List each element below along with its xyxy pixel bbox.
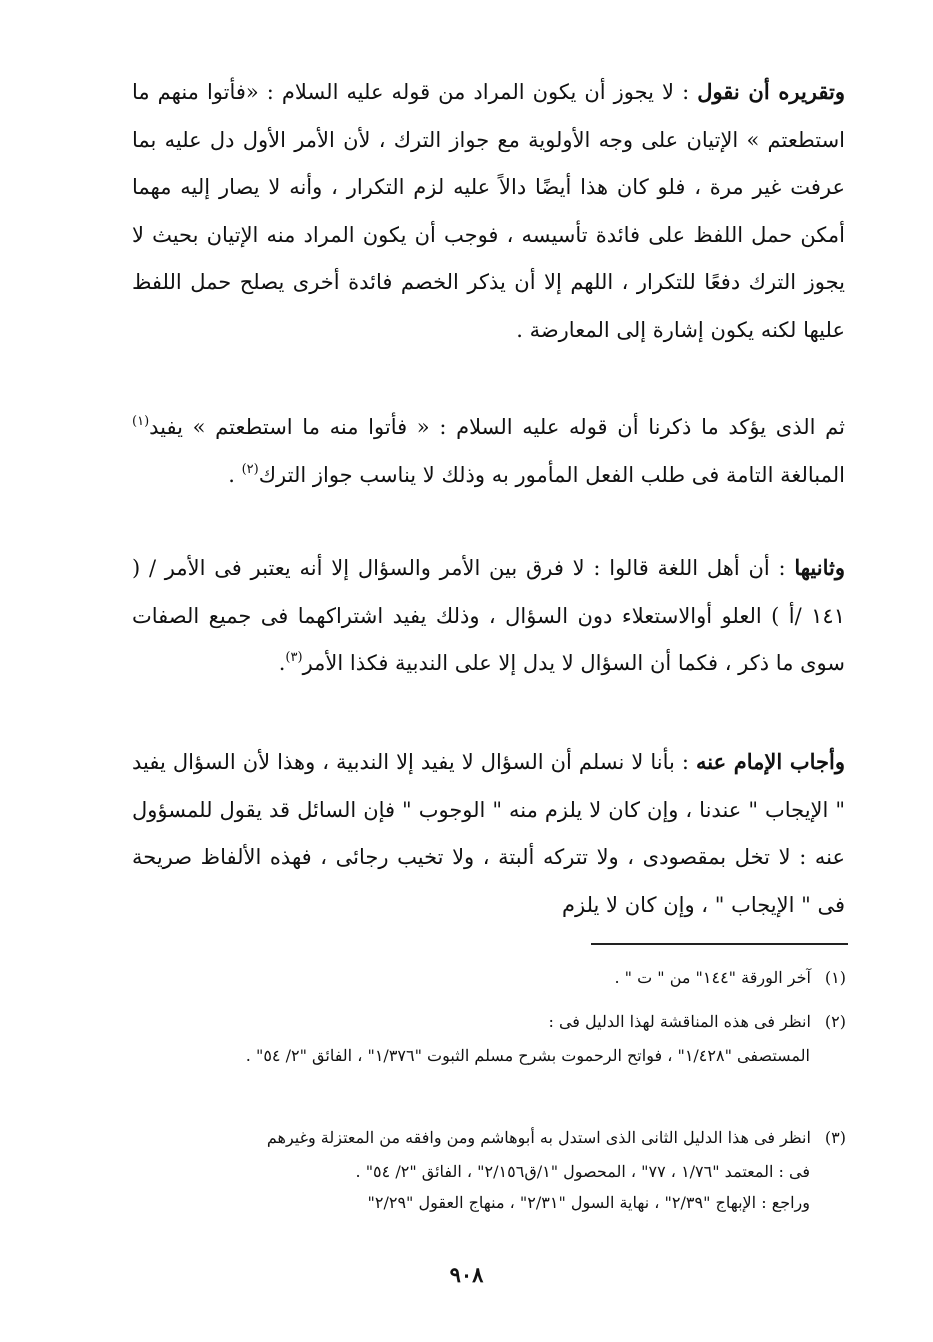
paragraph-3-text-a: : أن أهل اللغة قالوا : لا فرق بين الأمر والسؤال إلا أنه يعتبر فى الأمر / ( ١٤١ /أ ) العلو أوالاستعلاء دون السؤال ، وذلك يفيد اشتراكهما فى جميع الصفات سوى ما ذكر ، فكما أن السؤال لا يدل إلا على الندبية فكذا الأمر <box>132 556 845 675</box>
footnote-3 <box>140 1122 846 1153</box>
paragraph-4-lead: وأجاب الإمام عنه <box>695 749 845 774</box>
footnote-3-references-2: وراجع : الإبهاج "٢/٣٩" ، نهاية السول "٢/٣١" ، منهاج العقول "٢/٢٩" <box>367 1193 810 1212</box>
footnote-1-text: آخر الورقة "١٤٤" من " ت " . <box>614 968 811 987</box>
footnote-3-number: (٣) <box>824 1128 846 1147</box>
footnote-3-text: انظر فى هذا الدليل الثانى الذى استدل به أبوهاشم ومن وافقه من المعتزلة وغيرهم <box>266 1128 811 1147</box>
paragraph-2 <box>132 404 845 499</box>
paragraph-3-text-b: . <box>278 651 286 675</box>
paragraph-4 <box>132 738 845 929</box>
footnote-2-continuation <box>140 1040 846 1071</box>
footnote-1-number: (١) <box>824 968 846 987</box>
footnote-2-number: (٢) <box>824 1012 846 1031</box>
paragraph-1 <box>132 68 845 354</box>
footnote-2-references: المستصفى "١/٤٢٨" ، فواتح الرحموت بشرح مسلم الثبوت "١/٣٧٦" ، الفائق "٢/ ٥٤" . <box>245 1046 810 1065</box>
footnote-1 <box>140 962 846 993</box>
paragraph-2-text-a: ثم الذى يؤكد ما ذكرنا أن قوله عليه السلام : « فأتوا منه ما استطعتم » يفيد <box>149 415 845 439</box>
footnote-3-references-1: فى : المعتمد "١/٧٦ ، ٧٧" ، المحصول "١/ق٢/١٥٦" ، الفائق "٢/ ٥٤" . <box>355 1162 810 1181</box>
footnote-ref-2: (٢) <box>241 461 259 477</box>
footnote-ref-1: (١) <box>132 414 150 429</box>
paragraph-2-text-c: . <box>228 462 242 487</box>
footnote-divider <box>591 943 848 945</box>
paragraph-1-text: : لا يجوز أن يكون المراد من قوله عليه السلام : «فأتوا منهم ما استطعتم » الإتيان على وجه الأولوية مع جواز الترك ، لأن الأمر الأول دل عليه بما عرفت غير مرة ، فلو كان هذا أيضًا دالاً عليه لزم التكرار ، وأنه لا يصار إليه مهما أمكن حمل اللفظ على فائدة تأسيسه ، فوجب أن يكون المراد منه الإتيان بحيث لا يجوز الترك دفعًا للتكرار ، اللهم إلا أن يذكر الخصم فائدة أخرى يصلح حمل اللفظ عليها لكنه يكون إشارة إلى المعارضة . <box>132 80 845 342</box>
paragraph-4-text: : بأنا لا نسلم أن السؤال لا يفيد إلا الندبية ، وهذا لأن السؤال يفيد " الإيجاب " عندنا ، وإن كان لا يلزم منه " الوجوب " فإن السائل قد يقول للمسؤول عنه : لا تخل بمقصودى ، ولا تتركه ألبتة ، ولا تخيب رجائى ، فهذه الألفاظ صريحة فى " الإيجاب " ، وإن كان لا يلزم <box>132 750 845 917</box>
footnote-ref-3: (٣) <box>285 650 303 665</box>
paragraph-1-lead: وتقريره أن نقول <box>697 79 845 104</box>
paragraph-3 <box>132 544 845 688</box>
footnote-3-continuation <box>140 1156 846 1218</box>
footnote-2-text: انظر فى هذه المناقشة لهذا الدليل فى : <box>548 1012 811 1031</box>
page-number: ٩٠٨ <box>449 1262 484 1287</box>
paragraph-2-text-b: المبالغة التامة فى طلب الفعل المأمور به وذلك لا يناسب جواز الترك <box>258 462 845 487</box>
footnote-2 <box>140 1006 846 1037</box>
paragraph-3-lead: وثانيها <box>794 555 845 580</box>
